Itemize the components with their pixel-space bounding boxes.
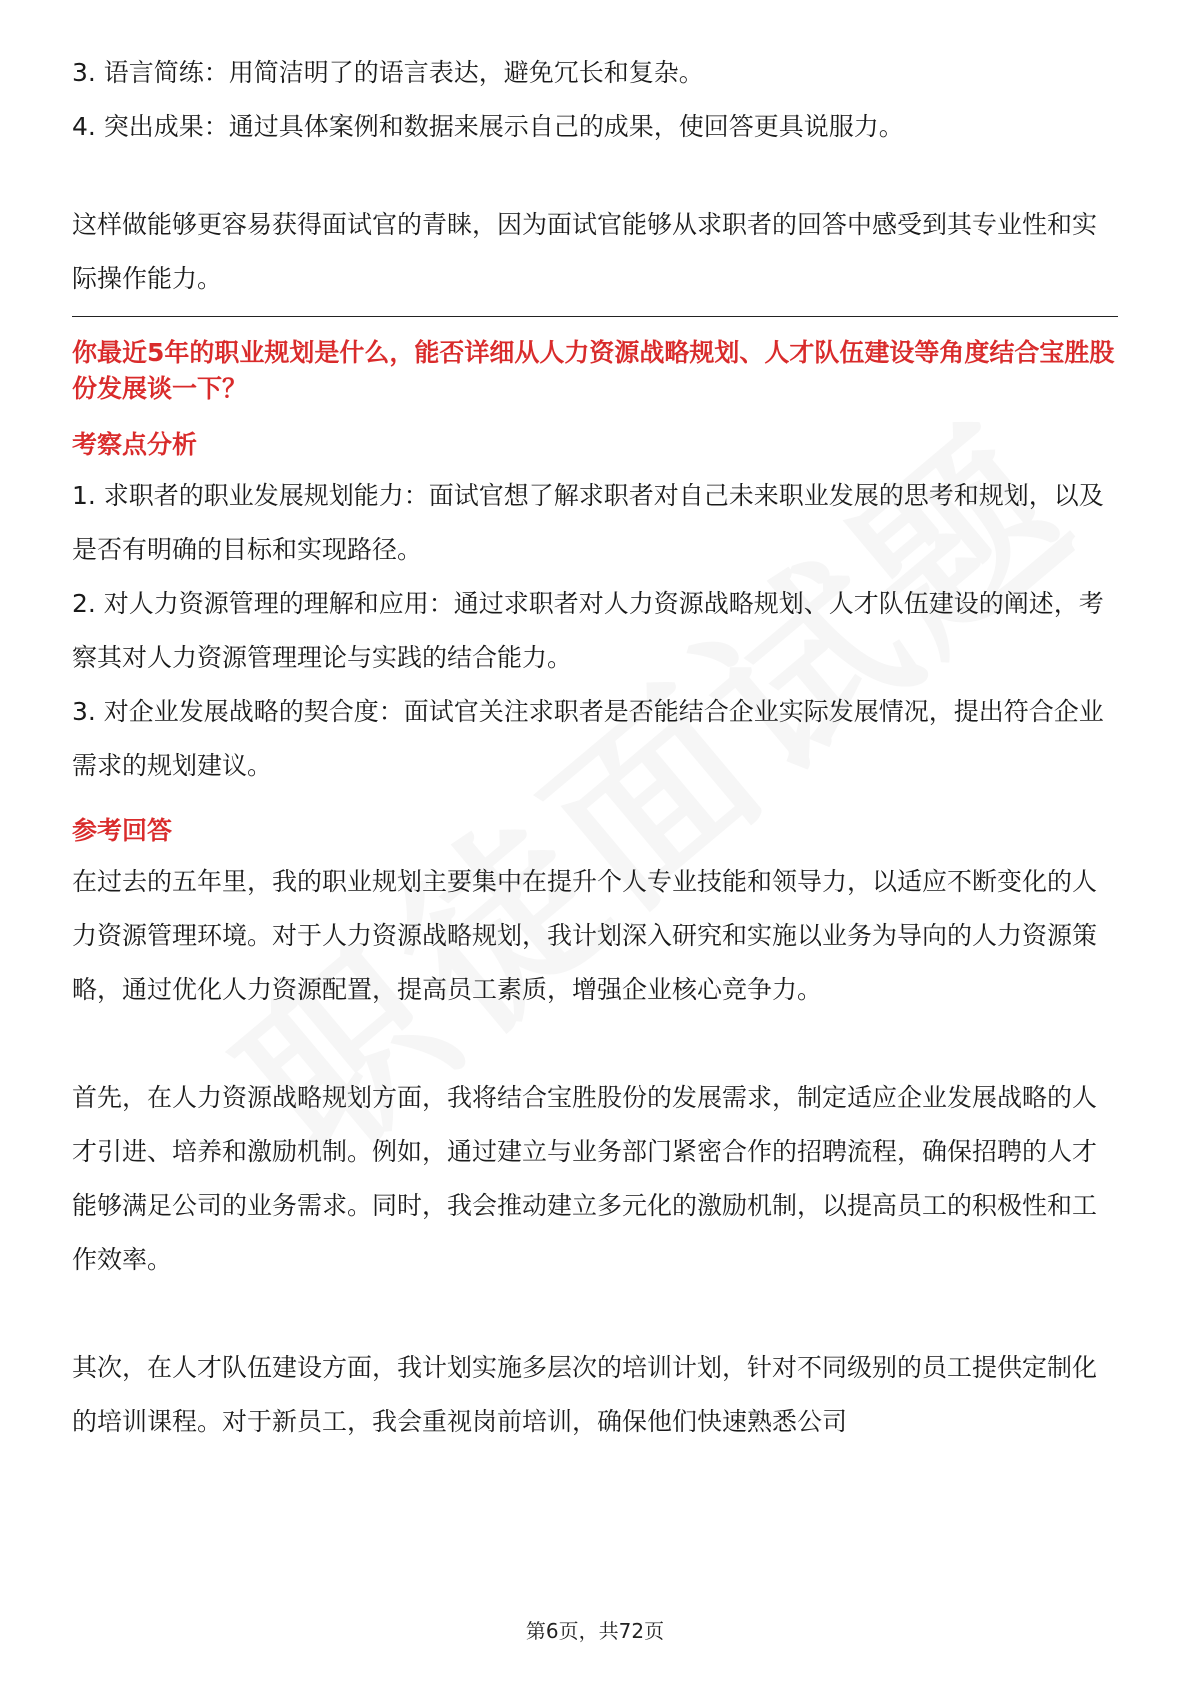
spacer (72, 1017, 1118, 1071)
analysis-item-3: 3. 对企业发展战略的契合度：面试官关注求职者是否能结合企业实际发展情况，提出符合企业需求的规划建议。 (72, 697, 1104, 780)
intro-point-3: 3. 语言简练：用简洁明了的语言表达，避免冗长和复杂。 (72, 58, 704, 87)
spacer (72, 1287, 1118, 1341)
analysis-title: 考察点分析 (72, 430, 198, 459)
answer-paragraph-1: 在过去的五年里，我的职业规划主要集中在提升个人专业技能和领导力，以适应不断变化的人力资源管理环境。对于人力资源战略规划，我计划深入研究和实施以业务为导向的人力资源策略，通过优化人力资源配置，提高员工素质，增强企业核心竞争力。 (72, 867, 1098, 1004)
section-divider (72, 316, 1118, 317)
analysis-item-2: 2. 对人力资源管理的理解和应用：通过求职者对人力资源战略规划、人才队伍建设的阐述，考察其对人力资源管理理论与实践的结合能力。 (72, 589, 1104, 672)
page-footer: 第6页，共72页 (525, 1619, 665, 1643)
answer-paragraph-3: 其次，在人才队伍建设方面，我计划实施多层次的培训计划，针对不同级别的员工提供定制化的培训课程。对于新员工，我会重视岗前培训，确保他们快速熟悉公司 (72, 1353, 1098, 1436)
document-body (72, 46, 1118, 1449)
interview-question: 你最近5年的职业规划是什么，能否详细从人力资源战略规划、人才队伍建设等角度结合宝胜股份发展谈一下？ (72, 338, 1115, 403)
spacer (72, 154, 1118, 198)
analysis-item-1: 1. 求职者的职业发展规划能力：面试官想了解求职者对自己未来职业发展的思考和规划，以及是否有明确的目标和实现路径。 (72, 481, 1104, 564)
answer-paragraph-2: 首先，在人力资源战略规划方面，我将结合宝胜股份的发展需求，制定适应企业发展战略的人才引进、培养和激励机制。例如，通过建立与业务部门紧密合作的招聘流程，确保招聘的人才能够满足公司的业务需求。同时，我会推动建立多元化的激励机制，以提高员工的积极性和工作效率。 (72, 1083, 1098, 1274)
summary-paragraph: 这样做能够更容易获得面试官的青睐，因为面试官能够从求职者的回答中感受到其专业性和实际操作能力。 (72, 210, 1098, 293)
answer-title: 参考回答 (72, 816, 173, 845)
intro-point-4: 4. 突出成果：通过具体案例和数据来展示自己的成果，使回答更具说服力。 (72, 112, 904, 141)
